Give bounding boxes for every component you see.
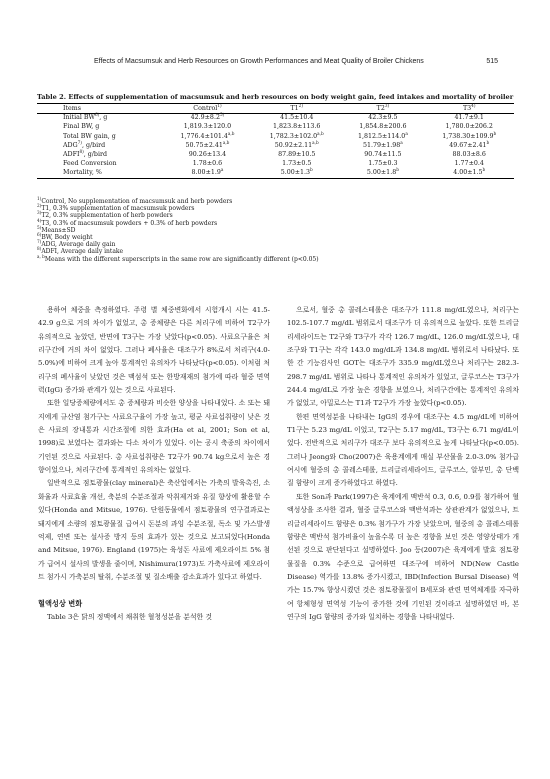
row-label: [37, 169, 163, 179]
table-cell: [341, 139, 424, 151]
cell-value: 1,823.8±113.6: [273, 123, 321, 131]
table-cell: [163, 139, 252, 151]
table-row: [37, 160, 514, 169]
footnote-marker: 1): [37, 196, 42, 201]
row-label: [37, 148, 163, 160]
superscript: 2): [298, 102, 303, 108]
paragraph: Table 3은 닭의 정맥에서 채취한 혈청성분을 분석한 것: [47, 612, 213, 621]
cell-value: 1,776.4±101.4: [180, 132, 228, 140]
cell-value: 1.78±0.6: [192, 160, 223, 168]
footnote-text: T1, 0.3% supplementation of macsumsuk powders: [41, 205, 195, 213]
row-label: [37, 139, 163, 151]
table-row: [37, 151, 514, 160]
cell-value: 42.3±9.5: [368, 114, 398, 122]
column-label: T3: [462, 105, 472, 112]
superscript: 3): [384, 102, 390, 108]
table-cell: [341, 123, 424, 132]
footnote-text: T3, 0.3% of macsumsuk powders + 0.3% of herb powders: [41, 219, 218, 227]
superscript: 7): [77, 139, 82, 145]
row-item-unit: , g/bird: [81, 141, 106, 149]
column-label: T2: [376, 105, 385, 112]
cell-value: 1,819.3±120.0: [183, 123, 232, 131]
table-cell: [341, 151, 424, 160]
table-cell: [252, 139, 341, 151]
table-body: [37, 114, 514, 179]
cell-value: 1,854.8±200.6: [359, 123, 407, 131]
superscript: a,b: [312, 139, 319, 145]
cell-value: 1,780.0±206.2: [445, 123, 493, 131]
paragraph: 일반적으로 점토광물(clay mineral)은 축산업에서는 가축의 발육촉진, 소화율과 사료효율 개선, 축분의 수분조절과 악취제거와 유질 향상에 활용할 수 있다(Honda and Mitsue, 1976). 단원동물에서 점토광물의 연구결과로는 돼지에게 소량의 점토광물질 급여시 돈분의 과잉 수분조절, 독소 및 가스발생 억제, 연변 또는 설사증 방지 등의 효과가 있는 것으로 보고되었다(Honda and Mitsue, 1976). England (1975)는 육성돈 사료에 제오라이트 5% 첨가 급여시 설사의 발생을 줄이며, Nishimura(1973)도 가축사료에 제오라이트 첨가시 가축분의 탈취, 수분조절 및 질소배출 감소효과가 있다고 하였다.: [38, 479, 270, 581]
table-cell: [163, 114, 252, 124]
table-caption: Table 2. Effects of supplementation of macsumsuk and herb resources on body weight gain, feed intakes and mortality of broiler: [37, 93, 514, 101]
table-footnotes: [37, 198, 517, 263]
row-label: [37, 123, 163, 132]
column-header: [163, 104, 252, 114]
footnote-marker: 3): [37, 210, 42, 216]
superscript: 6): [94, 112, 100, 118]
table-cell: [252, 160, 341, 169]
column-header: [341, 104, 424, 114]
table-cell: [252, 132, 341, 141]
row-item: ADFI: [63, 151, 80, 159]
row-label: [37, 160, 163, 169]
table-row: [37, 114, 514, 124]
footnote-marker: 6): [37, 232, 42, 238]
row-item-unit: , g: [107, 132, 116, 140]
cell-value: 1,782.3±102.0: [269, 132, 318, 140]
column-label: Items: [63, 105, 81, 112]
table-cell: [252, 151, 341, 160]
table-cell: [424, 132, 514, 141]
row-item-unit: , g: [91, 123, 100, 131]
row-item: Final BW: [63, 123, 92, 131]
superscript: b: [493, 130, 497, 136]
table-cell: [424, 169, 514, 179]
footnote-marker: 5): [37, 224, 42, 230]
cell-value: 50.92±2.11: [274, 141, 313, 149]
table-cell: [252, 123, 341, 132]
table-cell: [163, 123, 252, 132]
row-label: [37, 114, 163, 124]
footnote-text: Means±SD: [41, 226, 76, 234]
superscript: a,b: [227, 130, 235, 136]
superscript: b: [396, 167, 399, 173]
column-label: Control: [193, 105, 218, 112]
footnote-text: Means with the different superscripts in the same row are significantly different (p<0.05): [44, 255, 319, 263]
table-cell: [163, 169, 252, 179]
table-row: [37, 123, 514, 132]
superscript: 1): [217, 102, 222, 108]
footnote-text: ADG, Average daily gain: [41, 241, 116, 249]
row-item-unit: , g: [99, 114, 108, 122]
table-cell: [163, 151, 252, 160]
superscript: b: [486, 139, 490, 145]
table-row: [37, 132, 514, 141]
cell-value: 1,812.5±114.0: [357, 132, 406, 140]
cell-value: 4.00±1.5: [453, 169, 483, 177]
table-cell: [341, 160, 424, 169]
cell-value: 1,738.30±109.9: [442, 132, 494, 140]
footnote: [37, 217, 517, 227]
footnote: [37, 224, 517, 234]
superscript: a: [405, 130, 408, 136]
footnote-marker: 8): [37, 246, 42, 252]
superscript: a,b: [317, 130, 324, 136]
table-row: [37, 142, 514, 151]
footnote-text: ADFI, Average daily intake: [41, 248, 124, 256]
cell-value: 1.77±0.4: [454, 160, 484, 168]
right-column: [287, 304, 519, 624]
superscript: 5): [219, 112, 225, 118]
cell-value: 87.89±10.5: [278, 151, 316, 159]
table-row: [37, 169, 514, 179]
cell-value: 88.03±8.6: [452, 151, 486, 159]
table-cell: [252, 169, 341, 179]
superscript: a,b: [222, 139, 230, 145]
left-paragraphs: [38, 304, 270, 584]
paragraph: 한편 면역성분을 나타내는 IgG의 경우에 대조구는 4.5 mg/dL에 비하여 T1구는 5.23 mg/dL 이었고, T2구는 5.17 mg/dL, T3구는 6.71 mg/dL이었다. 전반적으로 처리구가 대조구 보다 유의적으로 높게 나타났다(p<0.05). 그러나 Jeong와 Cho(2007)은 육용계에게 매실 부산물을 2.0-3.0% 첨가급여시에 혈중의 총 콜레스테롤, 트리글리세라이드, 글루코스, 알부민, 총 단백질 함량이 크게 증가하였다고 하였다.: [287, 412, 519, 488]
footnote: [37, 212, 517, 219]
table-cell: [341, 169, 424, 179]
cell-value: 5.00±1.3: [280, 169, 311, 177]
footnote-marker: 7): [37, 239, 42, 245]
cell-value: 51.79±1.98: [362, 141, 401, 149]
paragraph: 용하여 체중을 측정하였다. 주령 별 체중변화에서 시험개시 시는 41.5-42.9 g으로 거의 차이가 없었고, 총 증체량은 다른 처리구에 비하여 T2구가 유의적으로 높았던, 반면에 T3구는 가장 낮았다(p<0.05). 사료요구율은 처리구간에 거의 차이 없었다. 그러나 폐사율은 대조구가 8%로서 처리구(4.0-5.0%)에 비하여 크게 높아 통계적인 유의차가 나타났다(p<0.05). 이처럼 처리구의 폐사율이 낮았던 것은 맥섬석 또는 한방재재의 첨가에 따라 혈중 면역력(IgG) 증가와 관계가 있는 것으로 사료된다.: [38, 306, 270, 395]
left-column: [38, 304, 270, 624]
table-cell: [163, 132, 252, 141]
row-item-unit: , g/bird: [83, 151, 108, 159]
footnote-marker: 2): [37, 203, 42, 209]
table-cell: [341, 132, 424, 141]
footnote-marker: a, b: [37, 253, 45, 259]
superscript: 8): [79, 148, 84, 154]
cell-value: 5.00±1.8: [366, 169, 397, 177]
row-item: Feed Conversion: [63, 160, 117, 168]
footnote-text: T2, 0.3% supplementation of herb powders: [41, 212, 173, 220]
table-cell: [424, 160, 514, 169]
footnote-text: Control, No supplementation of macsumsuk and herb powders: [41, 198, 233, 205]
column-label: T1: [290, 105, 299, 112]
paragraph: 으로서, 혈중 총 콜레스테롤은 대조구가 111.8 mg/dL였으나, 처리구는 102.5-107.7 mg/dL 범위로서 대조구가 더 유의적으로 높았다. 또한 트리글리세라이드는 T2구와 T3구가 각각 126.7 mg/dL, 126.0 mg/dL였으나, 대조구와 T1구는 각각 143.0 mg/dL과 134.8 mg/dL 범위로서 나타났다. 또한 간 기능검사인 GOT는 대조구가 335.9 mg/dL였으나 처리구는 282.3-298.7 mg/dL 범위로 나타나 통계적인 유의차가 있었고, 글루코스는 T3구가 244.4 mg/dL로 가장 높은 경향을 보였으나, 처리구간에는 통계적인 유의차가 없었고, 아밀로스는 T1과 T2구가 가장 높았다(p<0.05).: [287, 306, 519, 408]
results-table: [37, 103, 514, 179]
row-item: Initial BW: [63, 114, 95, 122]
footnote-text: BW, Body weight: [41, 234, 93, 242]
cell-value: 1.75±0.3: [368, 160, 398, 168]
cell-value: 49.67±2.41: [449, 141, 487, 149]
superscript: a: [220, 167, 224, 173]
section-heading: 혈액성상 변화: [38, 599, 83, 609]
table-cell: [163, 160, 252, 169]
cell-value: 8.00±1.9: [191, 169, 221, 177]
cell-value: 50.75±2.41: [185, 141, 223, 149]
column-header: [37, 104, 163, 114]
table-cell: [424, 151, 514, 160]
cell-value: 42.9±8.2: [190, 114, 220, 122]
column-header: [252, 104, 341, 114]
superscript: b: [482, 167, 486, 173]
table-header-row: [37, 104, 514, 114]
footnote: [37, 248, 517, 255]
footnote: [37, 253, 517, 263]
superscript: b: [310, 167, 313, 173]
cell-value: 41.5±10.4: [280, 114, 314, 122]
table-cell: [341, 114, 424, 124]
paragraph: 또한 일당증체량에서도 총 증체량과 비슷한 양상을 나타내었다. 소 또는 돼지에게 규산염 첨가구는 사료요구율이 가장 높고, 평균 사료섭취량이 낮은 것은 사료의 장내통과 시간조절에 의한 효과(Ha et al, 2001; Son et al, 1998)로 보였다는 결과와는 다소 차이가 있었다. 이는 공시 축종의 차이에서 기인된 것으로 사료된다. 총 사료섭취량은 T2구가 90.74 kg으로서 높은 경향이었으나, 처리구간에 통계적인 유의차는 없었다.: [38, 399, 270, 475]
cell-value: 90.26±13.4: [188, 151, 227, 159]
row-item-unit: , %: [91, 169, 102, 177]
page-number: 515: [486, 58, 498, 65]
superscript: a: [400, 139, 403, 145]
paragraph: 또한 Son과 Park(1997)은 육계에게 맥반석 0.3, 0.6, 0.9를 첨가하여 혈액성상을 조사한 결과, 혈중 글루코스와 맥반석과는 상관관계가 없었으나, 트리글리세라이드 함량은 0.3% 첨가구가 가장 낮았으며, 혈중의 총 콜레스테롤 함량은 맥반석 첨가비율이 높을수록 더 높은 경향을 보인 것은 영양상태가 개선된 것으로 판단된다고 설명하였다. Joo 등(2007)은 육계에게 발효 점토광물질을 0.3% 수준으로 급여하면 대조구에 비하여 ND(New Castle Disease) 역가를 13.8% 증가시켰고, IBD(Infection Bursal Disease) 역가는 15.7% 향상시켰던 것은 점토광물질이 B세포와 관련 면역체계를 자극하여 항체형성 면역성 기능이 증가한 것에 기인된 것이라고 설명하였던 바, 본 연구의 IgG 함량의 증가와 일치하는 경향을 나타내었다.: [287, 492, 519, 621]
footnote-marker: 4): [37, 217, 42, 223]
cell-value: 90.74±11.5: [364, 151, 402, 159]
cell-value: 1.73±0.5: [282, 160, 312, 168]
cell-value: 41.7±9.1: [454, 114, 484, 122]
table-cell: [424, 123, 514, 132]
superscript: 4): [471, 102, 476, 108]
table-cell: [424, 139, 514, 151]
table-cell: [252, 114, 341, 124]
column-header: [424, 104, 514, 114]
row-label: [37, 132, 163, 141]
row-item: ADG: [63, 141, 78, 149]
running-title: Effects of Macsumsuk and Herb Resources on Growth Performances and Meat Quality of Broiler Chickens: [94, 58, 424, 65]
row-item: Mortality: [63, 169, 92, 177]
table-cell: [424, 114, 514, 124]
row-item: Total BW gain: [63, 132, 108, 140]
